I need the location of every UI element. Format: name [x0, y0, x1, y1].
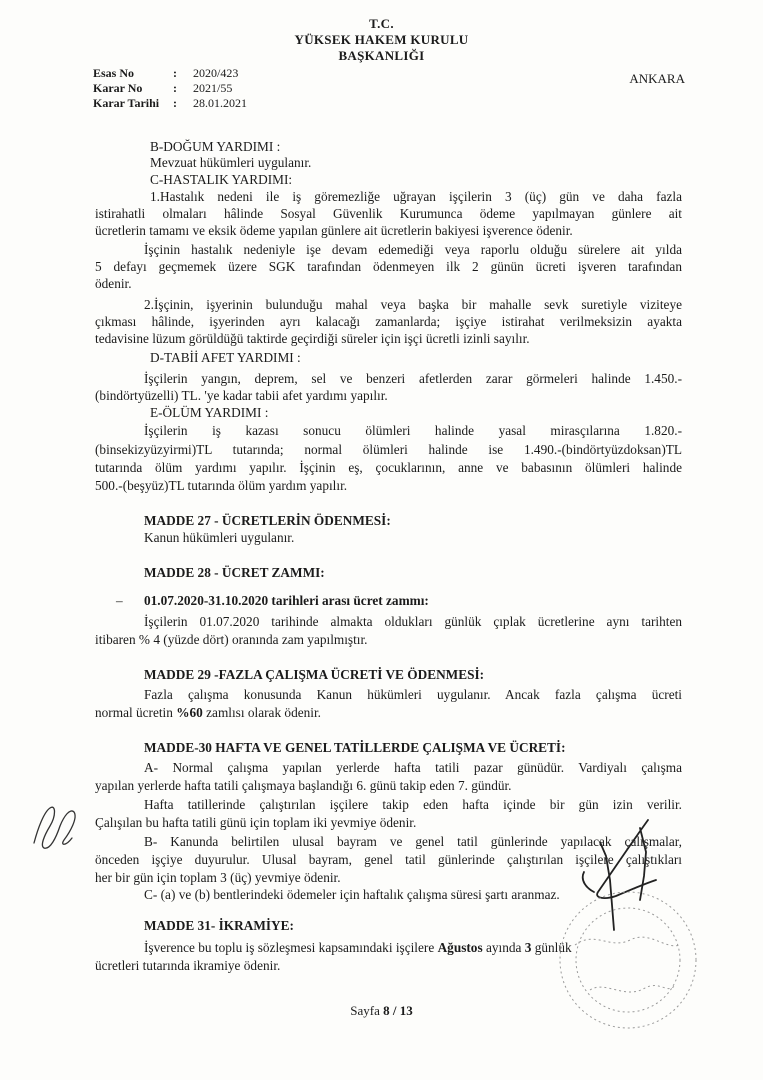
article-31-title: MADDE 31- İKRAMİYE: [144, 918, 294, 933]
header-institution: YÜKSEK HAKEM KURULU [294, 32, 469, 47]
text-run: ayında [482, 940, 525, 955]
case-metadata [93, 66, 247, 111]
section-e-title: E-ÖLÜM YARDIMI : [150, 405, 269, 420]
meta-sep: : [173, 66, 177, 80]
section-c-title: C-HASTALIK YARDIMI: [150, 172, 293, 187]
paragraph-line: İşçilerin iş kazası sonucu ölümleri halinde yasal mirasçılarına 1.820.- [144, 423, 682, 438]
article-29-title: MADDE 29 -FAZLA ÇALIŞMA ÜCRETİ VE ÖDENMESİ: [144, 667, 485, 682]
meta-sep: : [173, 81, 177, 95]
bullet-dash: – [116, 593, 123, 608]
article-30-title: MADDE-30 HAFTA VE GENEL TATİLLERDE ÇALIŞMA VE ÜCRETİ: [144, 740, 566, 755]
paragraph-line: tedavisine lüzum görüldüğü taktirde geçirdiği süreler için işçi ücretli izinli sayılır. [95, 331, 530, 346]
header-tc: T.C. [369, 16, 394, 31]
meta-sep: : [173, 96, 177, 110]
paragraph-line: (bindörtyüzelli) TL. 'ye kadar tabii afet yardımı yapılır. [95, 388, 388, 403]
paragraph-line: İşçilerin 01.07.2020 tarihinde almakta oldukları günlük çıplak ücretlerine aynı tarihten [144, 614, 682, 629]
meta-row-esas [93, 66, 247, 81]
footer-label: Sayfa [350, 1003, 384, 1018]
paragraph-line: itibaren % 4 (yüzde dört) oranında zam yapılmıştır. [95, 632, 368, 647]
paragraph-line: Fazla çalışma konusunda Kanun hükümleri uygulanır. Ancak fazla çalışma ücreti [144, 687, 682, 702]
page-footer [0, 1003, 763, 1019]
meta-key: Esas No [93, 66, 135, 80]
city-label: ANKARA [629, 71, 685, 86]
paragraph-line: Hafta tatillerinde çalıştırılan işçilere takip eden hafta içinde bir gün izin verilir. [144, 797, 682, 812]
meta-value: 28.01.2021 [193, 96, 247, 110]
month-name: Ağustos [437, 940, 483, 955]
meta-row-karar-tarihi [93, 96, 247, 111]
page-number: 8 / 13 [383, 1003, 413, 1018]
text-run: zamlısı olarak ödenir. [202, 705, 321, 720]
paragraph-line [144, 940, 572, 956]
paragraph-line: tutarında ölüm yardımı yapılır. İşçinin eş, çocuklarının, anne ve babasının ölümleri halinde [95, 460, 682, 475]
article-27-title: MADDE 27 - ÜCRETLERİN ÖDENMESİ: [144, 513, 391, 528]
paragraph-line: çıkması hâlinde, işyerinden ayrı kalacağı zamanlarda; işçiye istirahat verilmeksizin ayakta [95, 314, 682, 329]
margin-initials-signature [34, 807, 75, 848]
text-run: İşverence bu toplu iş sözleşmesi kapsamındaki işçilere [144, 940, 438, 955]
text-run: normal ücretin [95, 705, 177, 720]
article-27-text: Kanun hükümleri uygulanır. [144, 530, 295, 545]
paragraph-line: A- Normal çalışma yapılan yerlerde hafta tatili pazar günüdür. Vardiyalı çalışma [144, 760, 682, 775]
paragraph-line: yapılan yerlerde hafta tatili çalışmaya başlandığı 6. günü takip eden 7. gündür. [95, 778, 512, 793]
paragraph-line: 500.-(beşyüz)TL tutarında ölüm yardım yapılır. [95, 478, 348, 493]
article-28-subtitle: 01.07.2020-31.10.2020 tarihleri arası ücret zammı: [144, 593, 429, 608]
paragraph-line: ücretleri tutarında ikramiye ödenir. [95, 958, 281, 973]
paragraph-line: ödenir. [95, 276, 132, 291]
paragraph-line: 2.İşçinin, işyerinin bulunduğu mahal veya başka bir mahalle sevk suretiyle viziteye [144, 297, 682, 312]
header-department: BAŞKANLIĞI [338, 48, 425, 63]
meta-value: 2020/423 [193, 66, 239, 80]
paragraph-line: C- (a) ve (b) bentlerindeki ödemeler için haftalık çalışma süresi şartı aranmaz. [144, 887, 560, 902]
paragraph-line [95, 705, 321, 721]
paragraph-line: 5 defayı geçmemek üzere SGK tarafından ödenmeyen ilk 2 günün ücreti işveren tarafından [95, 259, 682, 274]
paragraph-line: 1.Hastalık nedeni ile iş göremezliğe uğrayan işçilerin 3 (üç) gün ve daha fazla [150, 189, 682, 204]
text-run: günlük [531, 940, 572, 955]
paragraph-line: istirahatli olmaları hâlinde Sosyal Güvenlik Kurumunca ödeme yapılmayan günlere ait [95, 206, 682, 221]
day-count: 3 [524, 940, 532, 955]
paragraph-line: önceden işçiye duyurulur. Ulusal bayram, genel tatil günlerinde çalıştırılan işçilere çalıştıkları [95, 852, 682, 867]
meta-value: 2021/55 [193, 81, 233, 95]
paragraph-line: B- Kanunda belirtilen ulusal bayram ve genel tatil günlerinde yapılacak çalışmalar, [144, 834, 682, 849]
article-28-title: MADDE 28 - ÜCRET ZAMMI: [144, 565, 325, 580]
paragraph-line: (binsekizyüzyirmi)TL tutarında; normal ölümleri halinde ise 1.490.-(bindörtyüzdoksan)TL [95, 442, 682, 457]
paragraph-line: İşçilerin yangın, deprem, sel ve benzeri afetlerden zarar görmeleri halinde 1.450.- [144, 371, 682, 386]
paragraph-line: ücretlerin tamamı ve eksik ödeme yapılan günlere ait ücretlerin bakiyesi işverence ödenir. [95, 223, 573, 238]
paragraph-line: Çalışılan bu hafta tatili günü için toplam iki yevmiye ödenir. [95, 815, 417, 830]
section-b-title: B-DOĞUM YARDIMI : [150, 139, 281, 154]
paragraph-line: her bir gün için toplam 3 (üç) yevmiye ödenir. [95, 870, 341, 885]
percent-value: %60 [176, 705, 203, 720]
meta-key: Karar No [93, 81, 143, 95]
paragraph-line: İşçinin hastalık nedeniyle işe devam edemediği veya raporlu olduğu sürelere ait yılda [144, 242, 682, 257]
section-d-title: D-TABİİ AFET YARDIMI : [150, 350, 301, 365]
meta-row-karar [93, 81, 247, 96]
section-b-text: Mevzuat hükümleri uygulanır. [150, 155, 312, 170]
meta-key: Karar Tarihi [93, 96, 160, 110]
